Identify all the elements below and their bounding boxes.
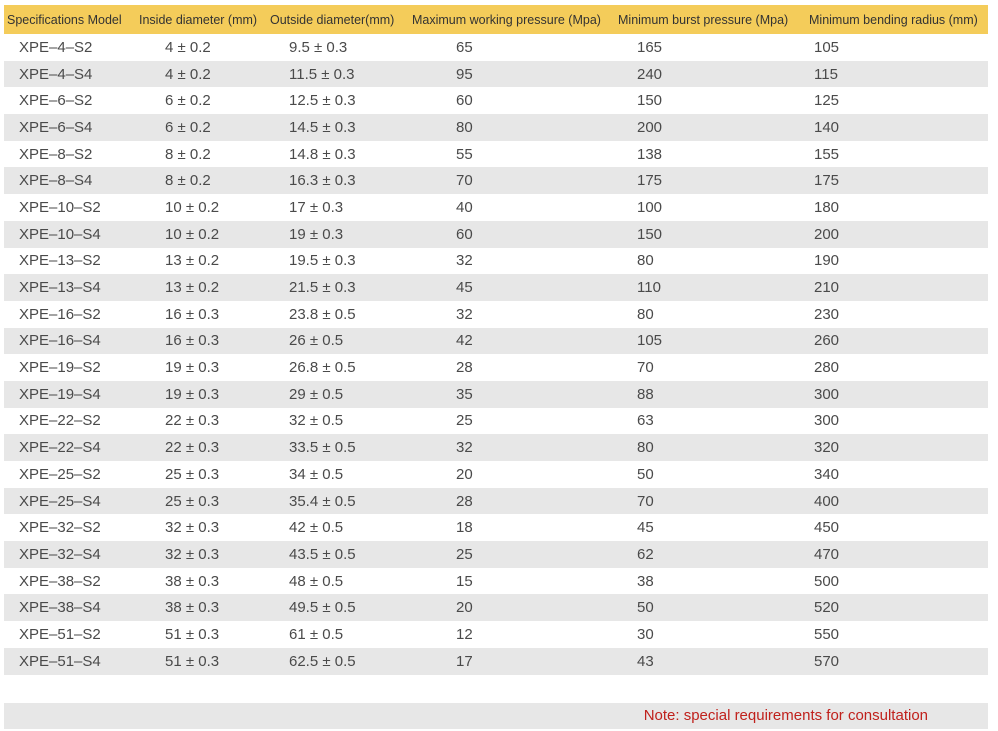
- cell-model: XPE–10–S2: [19, 198, 101, 216]
- cell-min-burst-pressure: 150: [637, 92, 663, 110]
- cell-inside-diameter: 25 ± 0.3: [165, 492, 220, 510]
- cell-outside-diameter: 43.5 ± 0.5: [289, 545, 356, 563]
- cell-inside-diameter: 38 ± 0.3: [165, 599, 220, 617]
- cell-min-bending-radius: 550: [814, 625, 840, 643]
- cell-min-burst-pressure: 63: [637, 412, 654, 430]
- cell-min-burst-pressure: 105: [637, 332, 663, 350]
- cell-max-working-pressure: 45: [456, 279, 473, 297]
- table-row: [4, 194, 988, 221]
- cell-inside-diameter: 6 ± 0.2: [165, 92, 211, 110]
- cell-model: XPE–13–S4: [19, 279, 101, 297]
- cell-outside-diameter: 12.5 ± 0.3: [289, 92, 356, 110]
- table-body: [4, 34, 988, 675]
- cell-min-bending-radius: 155: [814, 145, 840, 163]
- cell-max-working-pressure: 32: [456, 305, 473, 323]
- table-row: [4, 514, 988, 541]
- cell-min-bending-radius: 210: [814, 279, 840, 297]
- cell-inside-diameter: 16 ± 0.3: [165, 305, 220, 323]
- table-row: [4, 541, 988, 568]
- table-row: [4, 141, 988, 168]
- table-row: [4, 274, 988, 301]
- cell-max-working-pressure: 60: [456, 92, 473, 110]
- table-row: [4, 221, 988, 248]
- table-row: [4, 648, 988, 675]
- header-outside-diameter: Outside diameter(mm): [270, 12, 395, 27]
- table-row: [4, 568, 988, 595]
- cell-max-working-pressure: 42: [456, 332, 473, 350]
- cell-outside-diameter: 61 ± 0.5: [289, 625, 344, 643]
- header-inside-diameter: Inside diameter (mm): [139, 12, 258, 27]
- cell-min-burst-pressure: 38: [637, 572, 654, 590]
- cell-model: XPE–32–S2: [19, 519, 101, 537]
- cell-model: XPE–13–S2: [19, 252, 101, 270]
- cell-model: XPE–8–S2: [19, 145, 93, 163]
- cell-outside-diameter: 11.5 ± 0.3: [289, 65, 355, 83]
- cell-min-burst-pressure: 240: [637, 65, 663, 83]
- cell-outside-diameter: 14.8 ± 0.3: [289, 145, 356, 163]
- cell-min-bending-radius: 180: [814, 198, 840, 216]
- cell-inside-diameter: 8 ± 0.2: [165, 172, 211, 190]
- cell-model: XPE–22–S2: [19, 412, 101, 430]
- cell-outside-diameter: 33.5 ± 0.5: [289, 439, 356, 457]
- cell-outside-diameter: 9.5 ± 0.3: [289, 38, 348, 56]
- cell-outside-diameter: 19.5 ± 0.3: [289, 252, 356, 270]
- cell-min-bending-radius: 175: [814, 172, 840, 190]
- cell-min-burst-pressure: 80: [637, 439, 654, 457]
- cell-max-working-pressure: 25: [456, 545, 473, 563]
- cell-model: XPE–32–S4: [19, 545, 101, 563]
- cell-max-working-pressure: 40: [456, 198, 473, 216]
- cell-model: XPE–19–S4: [19, 385, 101, 403]
- cell-max-working-pressure: 18: [456, 519, 473, 537]
- cell-outside-diameter: 42 ± 0.5: [289, 519, 344, 537]
- header-specifications-model: Specifications Model: [7, 12, 122, 27]
- cell-min-bending-radius: 300: [814, 385, 840, 403]
- cell-inside-diameter: 16 ± 0.3: [165, 332, 220, 350]
- table-row: [4, 34, 988, 61]
- table-row: [4, 167, 988, 194]
- cell-model: XPE–25–S2: [19, 465, 101, 483]
- table-row: [4, 434, 988, 461]
- cell-inside-diameter: 51 ± 0.3: [165, 625, 220, 643]
- cell-inside-diameter: 13 ± 0.2: [165, 252, 220, 270]
- cell-min-bending-radius: 190: [814, 252, 840, 270]
- cell-min-burst-pressure: 110: [637, 279, 661, 297]
- cell-inside-diameter: 19 ± 0.3: [165, 359, 220, 377]
- cell-inside-diameter: 25 ± 0.3: [165, 465, 220, 483]
- cell-outside-diameter: 29 ± 0.5: [289, 385, 344, 403]
- table-row: [4, 621, 988, 648]
- cell-model: XPE–8–S4: [19, 172, 93, 190]
- cell-outside-diameter: 48 ± 0.5: [289, 572, 344, 590]
- cell-min-bending-radius: 280: [814, 359, 840, 377]
- header-min-bending-radius: Minimum bending radius (mm): [809, 12, 978, 27]
- cell-min-bending-radius: 300: [814, 412, 840, 430]
- header-min-burst-pressure: Minimum burst pressure (Mpa): [618, 12, 789, 27]
- cell-min-burst-pressure: 30: [637, 625, 654, 643]
- table-row: [4, 328, 988, 355]
- cell-max-working-pressure: 15: [456, 572, 473, 590]
- cell-min-burst-pressure: 80: [637, 252, 654, 270]
- cell-outside-diameter: 16.3 ± 0.3: [289, 172, 356, 190]
- cell-model: XPE–4–S2: [19, 38, 93, 56]
- cell-outside-diameter: 23.8 ± 0.5: [289, 305, 356, 323]
- cell-model: XPE–16–S2: [19, 305, 101, 323]
- cell-max-working-pressure: 35: [456, 385, 473, 403]
- cell-model: XPE–6–S4: [19, 118, 93, 136]
- cell-inside-diameter: 13 ± 0.2: [165, 279, 220, 297]
- cell-min-bending-radius: 570: [814, 652, 840, 670]
- table-row: [4, 114, 988, 141]
- cell-min-burst-pressure: 43: [637, 652, 654, 670]
- table-row: [4, 354, 988, 381]
- cell-inside-diameter: 32 ± 0.3: [165, 545, 220, 563]
- cell-outside-diameter: 62.5 ± 0.5: [289, 652, 356, 670]
- cell-model: XPE–38–S4: [19, 599, 101, 617]
- cell-model: XPE–25–S4: [19, 492, 101, 510]
- cell-inside-diameter: 10 ± 0.2: [165, 225, 220, 243]
- cell-model: XPE–16–S4: [19, 332, 101, 350]
- cell-min-bending-radius: 520: [814, 599, 840, 617]
- cell-outside-diameter: 26.8 ± 0.5: [289, 359, 356, 377]
- cell-min-bending-radius: 140: [814, 118, 840, 136]
- cell-outside-diameter: 26 ± 0.5: [289, 332, 344, 350]
- cell-min-bending-radius: 400: [814, 492, 840, 510]
- cell-min-burst-pressure: 165: [637, 38, 663, 56]
- header-max-working-pressure: Maximum working pressure (Mpa): [412, 12, 601, 27]
- cell-inside-diameter: 4 ± 0.2: [165, 38, 211, 56]
- table-row: [4, 248, 988, 275]
- cell-min-bending-radius: 105: [814, 38, 840, 56]
- cell-max-working-pressure: 17: [456, 652, 473, 670]
- cell-min-burst-pressure: 45: [637, 519, 654, 537]
- cell-min-burst-pressure: 50: [637, 465, 654, 483]
- cell-outside-diameter: 14.5 ± 0.3: [289, 118, 356, 136]
- cell-min-burst-pressure: 100: [637, 198, 663, 216]
- cell-inside-diameter: 8 ± 0.2: [165, 145, 211, 163]
- cell-min-burst-pressure: 138: [637, 145, 663, 163]
- spec-sheet: [4, 5, 988, 729]
- cell-model: XPE–10–S4: [19, 225, 101, 243]
- cell-inside-diameter: 38 ± 0.3: [165, 572, 220, 590]
- cell-min-burst-pressure: 200: [637, 118, 663, 136]
- cell-outside-diameter: 17 ± 0.3: [289, 198, 344, 216]
- cell-inside-diameter: 32 ± 0.3: [165, 519, 220, 537]
- cell-min-bending-radius: 260: [814, 332, 840, 350]
- cell-max-working-pressure: 12: [456, 625, 473, 643]
- cell-min-burst-pressure: 62: [637, 545, 654, 563]
- cell-inside-diameter: 4 ± 0.2: [165, 65, 211, 83]
- cell-max-working-pressure: 65: [456, 38, 473, 56]
- cell-max-working-pressure: 20: [456, 465, 473, 483]
- cell-max-working-pressure: 32: [456, 252, 473, 270]
- cell-model: XPE–19–S2: [19, 359, 101, 377]
- cell-min-burst-pressure: 70: [637, 492, 654, 510]
- cell-model: XPE–4–S4: [19, 65, 93, 83]
- cell-max-working-pressure: 60: [456, 225, 473, 243]
- note-text: Note: special requirements for consultation: [643, 707, 928, 724]
- table-row: [4, 61, 988, 88]
- cell-outside-diameter: 34 ± 0.5: [289, 465, 344, 483]
- cell-model: XPE–38–S2: [19, 572, 101, 590]
- table-row: [4, 301, 988, 328]
- cell-min-burst-pressure: 88: [637, 385, 654, 403]
- cell-outside-diameter: 32 ± 0.5: [289, 412, 344, 430]
- cell-min-bending-radius: 200: [814, 225, 840, 243]
- cell-max-working-pressure: 20: [456, 599, 473, 617]
- cell-inside-diameter: 6 ± 0.2: [165, 118, 211, 136]
- cell-model: XPE–6–S2: [19, 92, 93, 110]
- cell-min-bending-radius: 230: [814, 305, 840, 323]
- table-row: [4, 488, 988, 515]
- cell-min-bending-radius: 125: [814, 92, 840, 110]
- note-bar: [4, 703, 988, 729]
- cell-inside-diameter: 10 ± 0.2: [165, 198, 220, 216]
- table-row: [4, 461, 988, 488]
- cell-inside-diameter: 19 ± 0.3: [165, 385, 220, 403]
- cell-min-bending-radius: 450: [814, 519, 840, 537]
- cell-outside-diameter: 49.5 ± 0.5: [289, 599, 356, 617]
- cell-model: XPE–22–S4: [19, 439, 101, 457]
- table-header: [4, 5, 988, 34]
- cell-outside-diameter: 21.5 ± 0.3: [289, 279, 356, 297]
- cell-outside-diameter: 19 ± 0.3: [289, 225, 344, 243]
- cell-model: XPE–51–S2: [19, 625, 101, 643]
- table-row: [4, 408, 988, 435]
- table-row: [4, 594, 988, 621]
- cell-inside-diameter: 22 ± 0.3: [165, 439, 220, 457]
- cell-min-bending-radius: 500: [814, 572, 840, 590]
- cell-max-working-pressure: 80: [456, 118, 473, 136]
- cell-outside-diameter: 35.4 ± 0.5: [289, 492, 356, 510]
- cell-min-bending-radius: 115: [814, 65, 838, 83]
- cell-min-bending-radius: 320: [814, 439, 840, 457]
- cell-min-burst-pressure: 50: [637, 599, 654, 617]
- cell-max-working-pressure: 28: [456, 492, 473, 510]
- cell-max-working-pressure: 95: [456, 65, 473, 83]
- cell-inside-diameter: 51 ± 0.3: [165, 652, 220, 670]
- cell-min-burst-pressure: 80: [637, 305, 654, 323]
- cell-max-working-pressure: 28: [456, 359, 473, 377]
- cell-max-working-pressure: 32: [456, 439, 473, 457]
- cell-inside-diameter: 22 ± 0.3: [165, 412, 220, 430]
- table-row: [4, 381, 988, 408]
- cell-min-bending-radius: 470: [814, 545, 840, 563]
- cell-model: XPE–51–S4: [19, 652, 101, 670]
- cell-max-working-pressure: 25: [456, 412, 473, 430]
- spacer: [4, 675, 988, 703]
- cell-min-burst-pressure: 175: [637, 172, 663, 190]
- cell-min-burst-pressure: 70: [637, 359, 654, 377]
- cell-min-burst-pressure: 150: [637, 225, 663, 243]
- cell-min-bending-radius: 340: [814, 465, 840, 483]
- cell-max-working-pressure: 70: [456, 172, 473, 190]
- cell-max-working-pressure: 55: [456, 145, 473, 163]
- table-row: [4, 87, 988, 114]
